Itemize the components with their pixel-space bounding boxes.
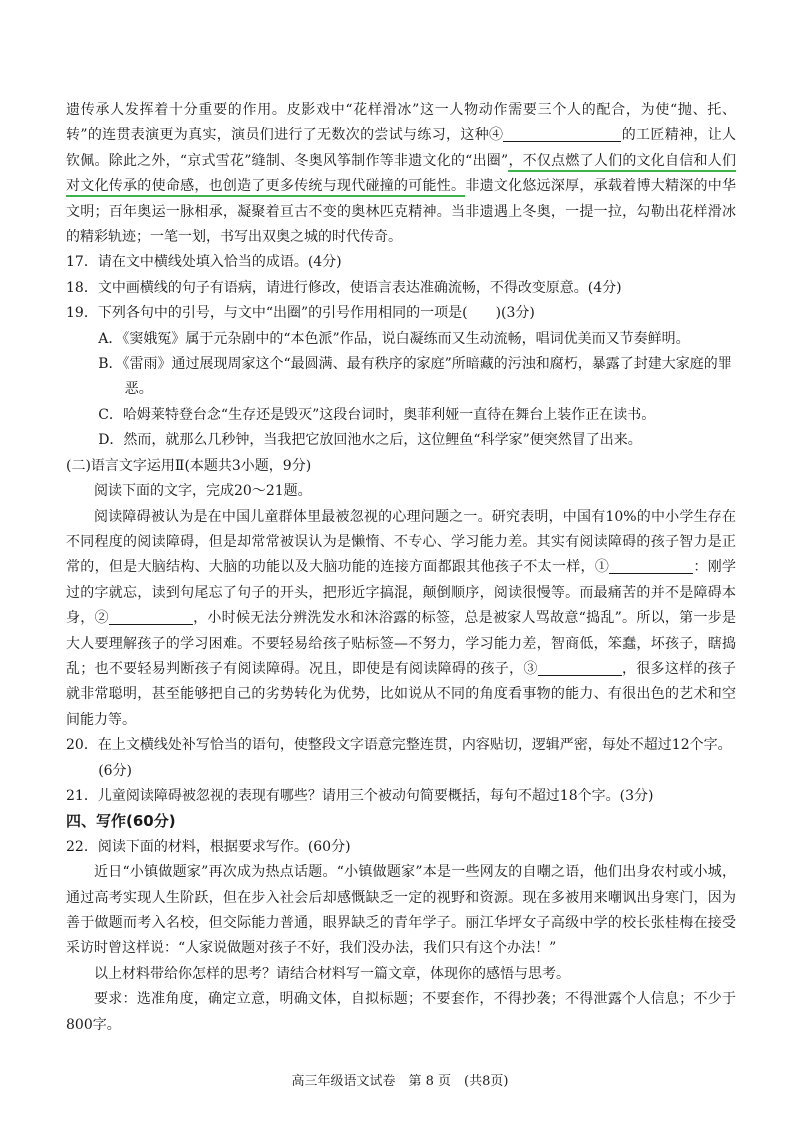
answer-blank-2[interactable] (109, 608, 193, 625)
exam-page (66, 98, 736, 1038)
writing-requirements: 要求：选准角度，确定立意，明确文体，自拟标题；不要套作，不得抄袭；不得泄露个人信息；不少于800字。 (66, 991, 736, 1033)
passage-text-2: ：刚学过的字就忘，读到句尾忘了句子的开头，把形近字搞混，颠倒顺序，阅读很慢等。而最痛苦的并不是障碍本身， (66, 559, 737, 627)
reading-passage (66, 505, 736, 734)
question-22: 22．阅读下面的材料，根据要求写作。(60分) (66, 838, 351, 855)
question-19-option-b: B．《雷雨》通过展现周家这个“最圆满、最有秩序的家庭”所暗藏的污浊和腐朽，暴露了封建大家庭的罪恶。 (98, 356, 732, 398)
blank-4-marker: ④ (489, 127, 504, 144)
intro-text-3: 非遗文化悠远深厚，承载着博大精深的中华文明；百年奥运一脉相承，凝聚着亘古不变的奥林匹克精神。当非遗遇上冬奥，一提一拉，勾勒出花样滑冰的精彩轨迹；一笔一划，书写出双奥之城的时代传奇。 (66, 178, 737, 246)
blank-3-marker: ③ (523, 660, 538, 677)
passage-text-3: ，小时候无法分辨洗发水和沐浴露的标签，总是被家人骂故意“捣乱”。所以，第一步是大人要理解孩子的学习困难。不要轻易给孩子贴标签—不努力，学习能力差，智商低，笨蠢，坏孩子，瞎捣乱；也不要轻易判断孩子有阅读障碍。况且，即使是有阅读障碍的孩子， (66, 610, 737, 677)
question-19: 19．下列各句中的引号，与文中“出圈”的引号作用相同的一项是( )(3分) (66, 305, 535, 322)
blank-2-marker: ② (94, 610, 109, 627)
writing-material: 近日“小镇做题家”再次成为热点话题。“小镇做题家”本是一些网友的自嘲之语，他们出身农村或小城，通过高考实现人生阶跃，但在步入社会后却感慨缺乏一定的视野和资源。现在多被用来嘲讽出身寒门，因为善于做题而考入名校，但交际能力普通，眼界缺乏的青年学子。丽江华坪女子高级中学的校长张桂梅在接受采访时曾这样说：“人家说做题对孩子不好，我们没办法，我们只有这个办法！” (66, 864, 736, 957)
passage-text-4: ，很多这样的孩子就非常聪明，甚至能够把自己的劣势转化为优势，比如说从不同的角度看事物的能力、有很出色的艺术和空间能力等。 (66, 660, 737, 728)
blank-1-marker: ① (594, 559, 610, 576)
part-2-heading: (二)语言文字运用Ⅱ(本题共3小题，9分) (66, 457, 312, 474)
answer-blank-4[interactable] (503, 125, 621, 142)
intro-paragraph (66, 98, 736, 250)
question-21: 21．儿童阅读障碍被忽视的表现有哪些？请用三个被动句简要概括，每句不超过18个字。(3分) (66, 787, 654, 804)
question-18: 18．文中画横线的句子有语病，请进行修改，使语言表达准确流畅，不得改变原意。(4分) (66, 279, 622, 296)
page-footer: 高三年级语文试卷 第 8 页 (共8页) (291, 1074, 509, 1089)
underlined-sentence: ，不仅点燃了人们的文化自信和人们对文化传承的使命感，也创造了更多传统与现代碰撞的可能性。 (66, 153, 736, 197)
answer-blank-1[interactable] (609, 557, 693, 574)
part-2-instruction: 阅读下面的文字，完成20～21题。 (94, 483, 312, 500)
section-4-heading: 四、写作(60分) (66, 812, 176, 831)
question-19-option-c: C．哈姆莱特登台念“生存还是毁灭”这段台词时，奥菲利娅一直待在舞台上装作正在读书。 (98, 406, 656, 423)
question-19-option-a: A．《窦娥冤》属于元杂剧中的“本色派”作品，说白凝练而又生动流畅，唱词优美而又节奏鲜明。 (98, 330, 690, 347)
question-20: 20．在上文横线处补写恰当的语句，使整段文字语意完整连贯，内容贴切，逻辑严密，每处不超过12个字。(6分) (66, 737, 732, 779)
intro-text-2: 的工匠精神，让人钦佩。除此之外，“京式雪花”缝制、冬奥风筝制作等非遗文化的“出圈” (66, 127, 737, 169)
passage-text-1: 阅读障碍被认为是在中国儿童群体里最被忽视的心理问题之一。研究表明，中国有10%的中小学生存在不同程度的阅读障碍，但是却常常被误认为是懒惰、不专心、学习能力差。其实有阅读障碍的孩子智力是正常的，但是大脑结构、大脑的功能以及大脑功能的连接方面都跟其他孩子不太一样， (66, 508, 736, 576)
writing-prompt: 以上材料带给你怎样的思考？请结合材料写一篇文章，体现你的感悟与思考。 (94, 965, 570, 982)
question-19-option-d: D．然而，就那么几秒钟，当我把它放回池水之后，这位鲤鱼“科学家”便突然冒了出来。 (98, 432, 642, 449)
answer-blank-3[interactable] (538, 659, 622, 676)
question-17: 17．请在文中横线处填入恰当的成语。(4分) (66, 254, 342, 271)
intro-text-1: 遗传承人发挥着十分重要的作用。皮影戏中“花样滑冰”这一人物动作需要三个人的配合，为使“抛、托、转”的连贯表演更为真实，演员们进行了无数次的尝试与练习，这种 (66, 102, 736, 144)
